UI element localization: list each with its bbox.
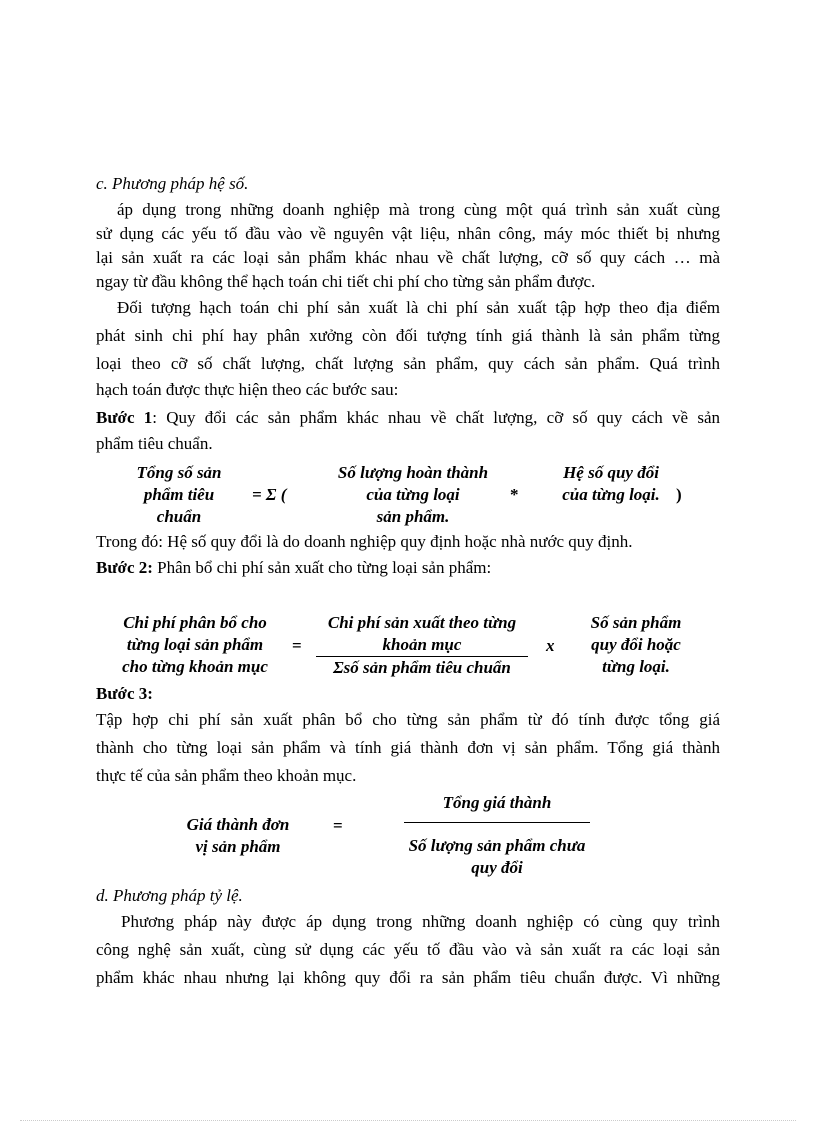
step1-line2: phẩm tiêu chuẩn. xyxy=(96,434,213,453)
section-d-heading: d. Phương pháp tỷ lệ. xyxy=(96,886,243,905)
formula1-term1: Số lượng hoàn thành của từng loại sản phẩm. xyxy=(337,463,489,526)
formula3-fraction: Tổng giá thành Số lượng sản phẩm chưa quy đổi xyxy=(386,792,608,879)
paragraph-line: phát sinh chi phí hay phân xưởng còn đối tượng tính giá thành là sản phẩm từng xyxy=(96,326,720,345)
paragraph-line: loại theo cỡ số chất lượng, chất lượng sản phẩm, quy cách sản phẩm. Quá trình xyxy=(96,354,720,373)
formula2-lhs: Chi phí phân bổ cho từng loại sản phẩm cho từng khoản mục xyxy=(122,613,268,676)
step3-line: thực tế của sản phẩm theo khoản mục. xyxy=(96,766,357,785)
formula2-times: x xyxy=(546,636,555,655)
paragraph-line: hạch toán được thực hiện theo các bước sau: xyxy=(96,380,399,399)
formula2-equals: = xyxy=(292,636,302,655)
section-c-heading: c. Phương pháp hệ số. xyxy=(96,174,249,193)
formula1-close: ) xyxy=(676,485,682,504)
paragraph-line: áp dụng trong những doanh nghiệp mà trong cùng một quá trình sản xuất cùng xyxy=(117,200,720,219)
formula-note: Trong đó: Hệ số quy đổi là do doanh nghiệp quy định hoặc nhà nước quy định. xyxy=(96,532,633,551)
step1-text: : Quy đổi các sản phẩm khác nhau về chất lượng, cỡ số quy cách về sản xyxy=(152,408,720,427)
formula3-lhs: Giá thành đơn vị sản phẩm xyxy=(186,815,290,856)
paragraph-line: lại sản xuất ra các loại sản phẩm khác nhau về chất lượng, cỡ số quy cách … mà xyxy=(96,248,720,267)
formula2-fraction: Chi phí sản xuất theo từng khoản mục Σsố sản phẩm tiêu chuẩn xyxy=(316,612,528,679)
step1-label: Bước 1 xyxy=(96,408,153,427)
paragraph-line: công nghệ sản xuất, cùng sử dụng các yếu tố đầu vào và sản xuất ra các loại sản xyxy=(96,940,720,959)
step2-line xyxy=(96,556,720,580)
step3-line: Tập hợp chi phí sản xuất phân bổ cho từng sản phẩm từ đó tính được tổng giá xyxy=(96,710,720,729)
paragraph-line: Phương pháp này được áp dụng trong những doanh nghiệp có cùng quy trình xyxy=(121,912,720,931)
formula2-rhs: Số sản phẩm quy đổi hoặc từng loại. xyxy=(590,613,682,676)
step2-text: Phân bổ chi phí sản xuất cho từng loại sản phẩm: xyxy=(152,558,492,577)
formula3-equals: = xyxy=(333,816,343,835)
step2-label: Bước 2: xyxy=(96,558,153,577)
paragraph-line: sử dụng các yếu tố đầu vào về nguyên vật liệu, nhân công, máy móc thiết bị nhưng xyxy=(96,224,720,243)
formula1-equals-sigma: = Σ ( xyxy=(252,485,287,504)
formula1-lhs: Tổng số sản phẩm tiêu chuẩn xyxy=(136,463,222,526)
step3-line: thành cho từng loại sản phẩm và tính giá thành đơn vị sản phẩm. Tổng giá thành xyxy=(96,738,720,757)
paragraph-line: phẩm khác nhau nhưng lại không quy đổi ra sản phẩm tiêu chuẩn được. Vì những xyxy=(96,968,720,987)
paragraph-line: Đối tượng hạch toán chi phí sản xuất là chi phí sản xuất tập hợp theo địa điểm xyxy=(117,298,720,317)
formula1-times: * xyxy=(510,485,519,504)
page-bottom-rule xyxy=(20,1120,796,1121)
paragraph-line: ngay từ đầu không thể hạch toán chi tiết chi phí cho từng sản phẩm được. xyxy=(96,272,596,291)
formula1-term2: Hệ số quy đổi của từng loại. xyxy=(562,463,660,504)
step1-line xyxy=(96,406,720,430)
step3-label: Bước 3: xyxy=(96,684,153,703)
